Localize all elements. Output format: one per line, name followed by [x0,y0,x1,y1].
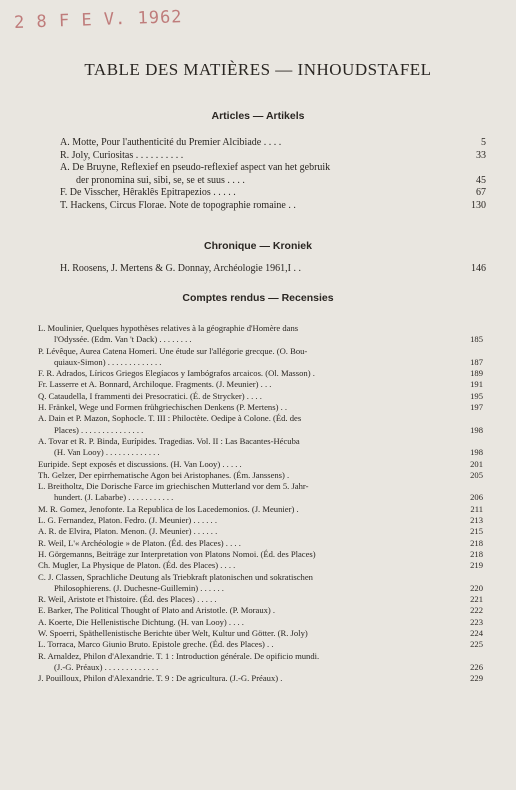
toc-entry-line [0,334,516,345]
toc-entry-line [0,137,516,150]
toc-entry-line [0,346,516,357]
toc-entry-text: A. De Bruyne, Reflexief en pseudo-reflexief aspect van het gebruik [60,162,331,173]
toc-page-number: 219 [470,560,483,571]
toc-entry-text: quiaux-Simon) . . . . . . . . . . . . . [54,356,162,367]
toc-entry-text: Ch. Mugler, La Physique de Platon. (Éd. des Places) . . . . [38,560,236,571]
toc-entry-line [0,673,516,684]
toc-entry-line [0,639,516,650]
toc-entry-line [0,538,516,549]
toc-page-number: 206 [470,492,483,503]
toc-page-number: 213 [470,515,483,526]
toc-entry-line [0,436,516,447]
toc-page-number: 198 [470,447,483,458]
toc-entry-line [0,413,516,424]
toc-entry-text: R. Weil, Aristote et l'histoire. (Éd. des Places) . . . . . [38,594,217,605]
comptes-list [0,323,516,685]
toc-page-number: 197 [470,402,483,413]
toc-page-number: 185 [470,334,483,345]
toc-entry-text: L. Moulinier, Quelques hypothèses relatives à la géographie d'Homère dans [38,323,299,333]
toc-entry-text: A. Koerte, Die Hellenistische Dichtung. (H. van Looy) . . . . [38,616,244,627]
toc-entry-line [0,162,516,175]
toc-entry-line [0,368,516,379]
toc-entry-line [0,459,516,470]
toc-page-number: 218 [470,548,483,559]
toc-page-number: 187 [470,356,483,367]
toc-page-number: 198 [470,424,483,435]
toc-entry-text: F. De Visscher, Hêraklês Epitrapezios . . . . . [60,187,236,198]
toc-entry-text: Philosophierens. (J. Duchesne-Guillemin) . . . . . . [54,582,224,593]
section-heading-comptes: Comptes rendus — Recensies [182,292,334,304]
section-heading-articles: Articles — Artikels [211,110,305,122]
toc-page-number: 218 [470,537,483,548]
toc-page-number: 215 [470,526,483,537]
toc-entry-line [0,651,516,662]
toc-entry-text: Places) . . . . . . . . . . . . . . . [54,424,144,435]
toc-entry-text: F. R. Adrados, Líricos Griegos Elegíacos y Iambógrafos arcaicos. (Ol. Masson) . [38,368,315,379]
toc-entry-text: A. Dain et P. Mazon, Sophocle. T. III : Philoctète. Oedipe à Colone. (Éd. des [38,413,302,424]
toc-entry-text: W. Spoerri, Späthellenistische Berichte über Welt, Kultur und Götter. (R. Joly) [38,628,308,639]
toc-page-number: 130 [471,199,486,211]
toc-entry-text: (J.-G. Préaux) . . . . . . . . . . . . . [54,661,159,672]
toc-entry-line [0,175,516,188]
toc-page-number: 229 [470,673,483,684]
toc-entry-line [0,263,516,276]
toc-entry-line [0,583,516,594]
toc-entry-text: A. Tovar et R. P. Binda, Eurípides. Tragedias. Vol. II : Las Bacantes-Hécuba [38,435,300,446]
toc-entry-line [0,549,516,560]
toc-entry-line [0,504,516,515]
toc-entry-line [0,391,516,402]
toc-entry-line [0,402,516,413]
toc-entry-line [0,425,516,436]
toc-page-number: 205 [470,469,483,480]
toc-entry-text: Q. Cataudella, I frammenti dei Presocratici. (É. de Strycker) . . . . [38,390,262,401]
toc-entry-text: T. Hackens, Circus Florae. Note de topographie romaine . . [60,199,296,211]
section-heading-chronique: Chronique — Kroniek [204,240,312,252]
toc-page-number: 224 [470,628,483,639]
toc-entry-line [0,515,516,526]
toc-entry-line [0,470,516,481]
toc-entry-line [0,492,516,503]
toc-entry-line [0,605,516,616]
toc-entry-line [0,594,516,605]
toc-entry-text: Fr. Lasserre et A. Bonnard, Archiloque. Fragments. (J. Meunier) . . . [38,379,272,390]
toc-entry-text: H. Roosens, J. Mertens & G. Donnay, Archéologie 1961,I . . [60,263,301,274]
toc-entry-text: E. Barker, The Political Thought of Plato and Aristotle. (P. Moraux) . [38,605,276,616]
toc-page-number: 222 [470,605,483,616]
toc-page-number: 146 [471,263,486,274]
toc-entry-line [0,323,516,334]
articles-list [0,137,516,212]
toc-page-number: 33 [476,149,486,161]
toc-entry-text: L. G. Fernandez, Platon. Fedro. (J. Meunier) . . . . . . [38,515,218,526]
toc-entry-text: J. Pouilloux, Philon d'Alexandrie. T. 9 : De agricultura. (J.-G. Préaux) . [38,673,283,684]
toc-page-number: 221 [470,594,483,605]
toc-entry-line [0,662,516,673]
chronique-list [0,263,516,276]
toc-entry-text: Th. Gelzer, Der epirrhematische Agon bei Aristophanes. (Ém. Janssens) . [38,469,290,480]
toc-entry-line [0,572,516,583]
toc-entry-text: H. Fränkel, Wege und Formen frühgriechischen Denkens (P. Mertens) . . [38,402,288,413]
toc-entry-text: A. R. de Elvira, Platon. Menon. (J. Meunier) . . . . . . [38,526,218,537]
toc-entry-text: H. Görgemanns, Beiträge zur Interpretation von Platons Nomoi. (Éd. des Places) [38,548,316,559]
toc-entry-text: M. R. Gomez, Jenofonte. La Republica de los Lacedemonios. (J. Meunier) . [38,503,299,514]
toc-entry-text: Euripide. Sept exposés et discussions. (H. Van Looy) . . . . . [38,458,242,469]
toc-entry-line [0,447,516,458]
page-title: TABLE DES MATIÈRES — INHOUDSTAFEL [84,60,432,79]
toc-entry-text: A. Motte, Pour l'authenticité du Premier Alcibiade . . . . [60,137,282,148]
toc-page-number: 67 [476,187,486,198]
toc-entry-line [0,560,516,571]
toc-entry-line [0,628,516,639]
toc-entry-text: hundert. (J. Labarbe) . . . . . . . . . . . [54,492,174,503]
toc-page-number: 195 [470,390,483,401]
toc-page-number: 223 [470,616,483,627]
toc-page-number: 225 [470,639,483,650]
toc-entry-text: C. J. Classen, Sprachliche Deutung als Triebkraft platonischen und sokratischen [38,571,313,582]
toc-entry-line [0,187,516,200]
toc-page-number: 226 [470,661,483,672]
toc-entry-text: (H. Van Looy) . . . . . . . . . . . . . [54,447,160,458]
toc-entry-text: L. Breitholtz, Die Dorische Farce im griechischen Mutterland vor dem 5. Jahr- [38,481,309,492]
toc-entry-line [0,150,516,163]
date-stamp: 2 8 F E V. 1962 [13,7,183,33]
toc-entry-text: R. Weil, L'« Archéologie » de Platon. (Éd. des Places) . . . . [38,537,241,548]
toc-page-number: 45 [476,174,486,186]
toc-entry-text: R. Joly, Curiositas . . . . . . . . . . [60,149,184,161]
toc-page-number: 211 [470,503,483,514]
toc-page-number: 189 [470,368,483,379]
toc-entry-line [0,617,516,628]
toc-entry-text: P. Lévêque, Aurea Catena Homeri. Une étude sur l'allégorie grecque. (O. Bou- [38,345,308,356]
toc-page-number: 5 [481,137,486,148]
toc-entry-text: L. Torraca, Marco Giunio Bruto. Epistole greche. (Éd. des Places) . . [38,639,274,650]
toc-page-number: 191 [470,379,483,390]
toc-entry-line [0,481,516,492]
toc-entry-text: R. Arnaldez, Philon d'Alexandrie. T. 1 : Introduction générale. De opificio mundi. [38,650,320,661]
toc-entry-line [0,200,516,213]
toc-entry-line [0,526,516,537]
toc-page-number: 201 [470,458,483,469]
toc-entry-text: der pronomina sui, sibi, se, se et suus . . . . [76,174,245,186]
toc-entry-line [0,357,516,368]
toc-entry-text: l'Odyssée. (Edm. Van 't Dack) . . . . . . . . [54,334,192,345]
toc-entry-line [0,379,516,390]
toc-page-number: 220 [470,582,483,593]
